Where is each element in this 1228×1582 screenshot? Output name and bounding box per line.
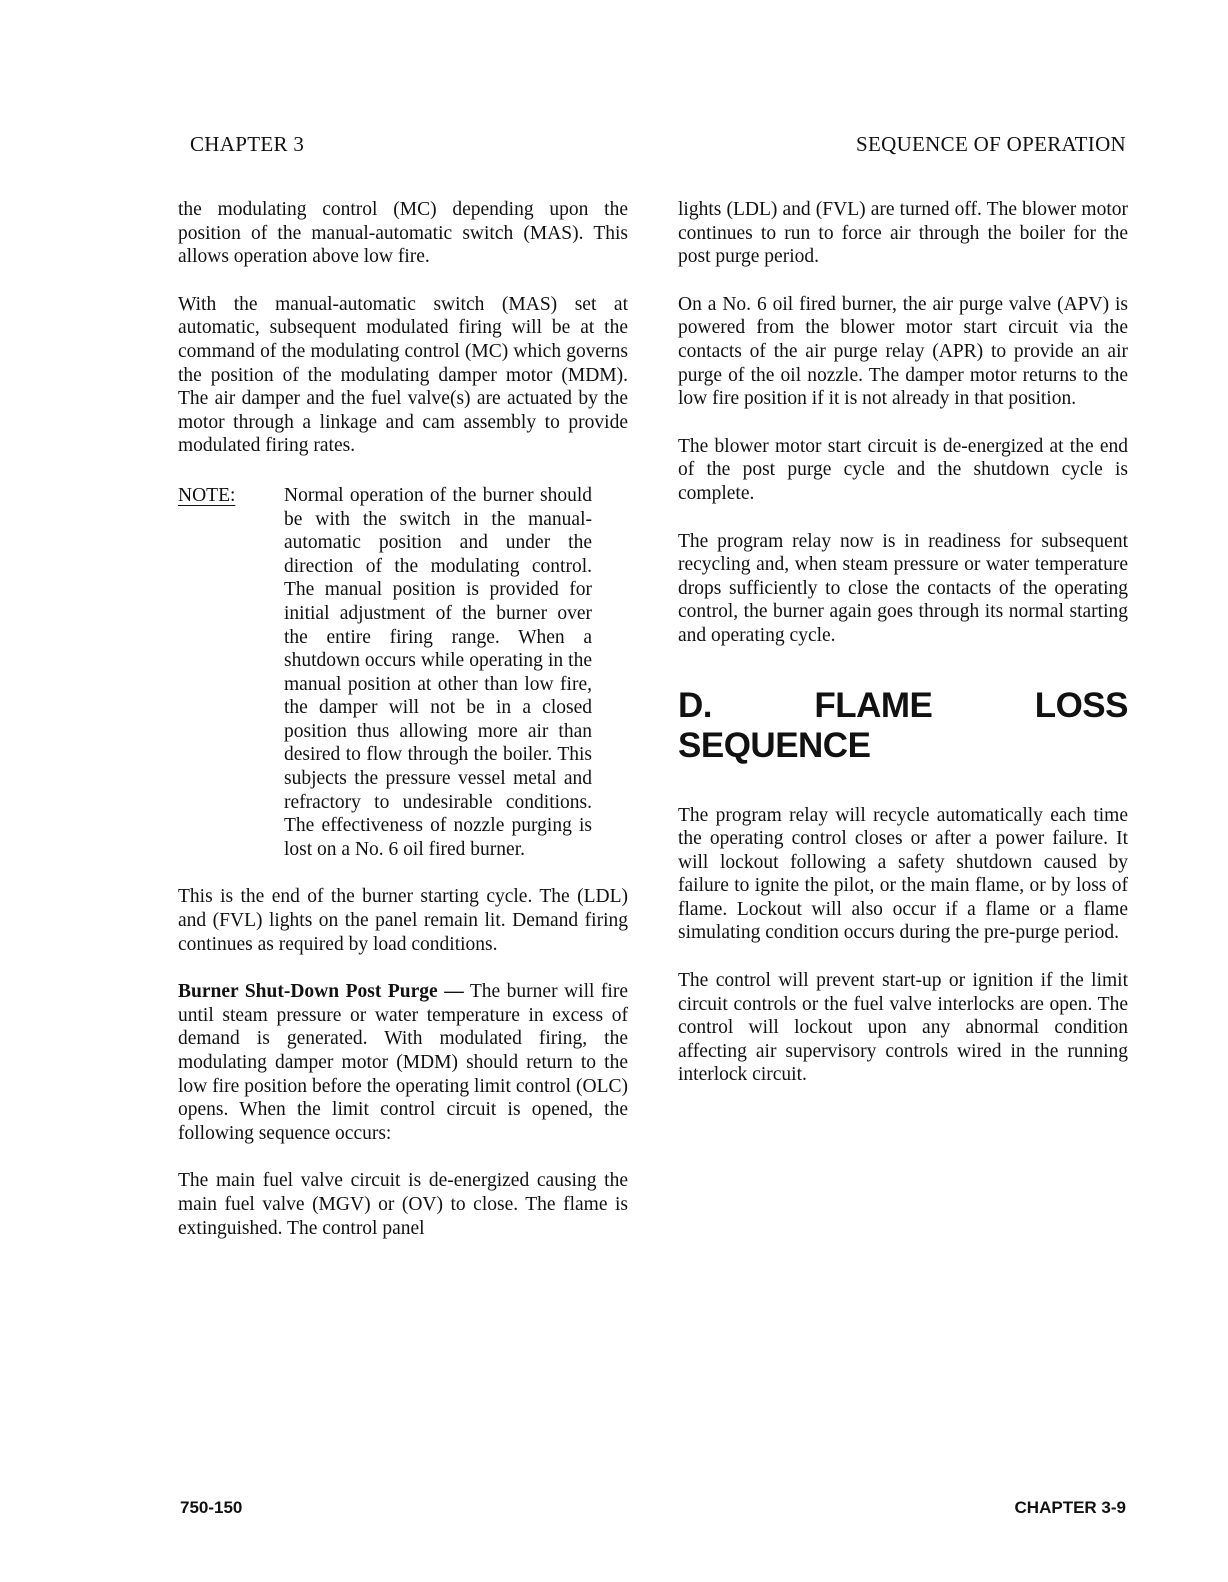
paragraph: The main fuel valve circuit is de-energized causing the main fuel valve (MGV) or (OV) to close. The flame is extinguished. The control panel xyxy=(178,1170,628,1239)
section-header: SEQUENCE OF OPERATION xyxy=(856,132,1126,156)
left-column xyxy=(178,198,628,1240)
paragraph: This is the end of the burner starting cycle. The (LDL) and (FVL) lights on the panel remain lit. Demand firing continues as required by load conditions. xyxy=(178,886,628,955)
paragraph: The program relay now is in readiness for subsequent recycling and, when steam pressure or water temperature drops sufficiently to close the contacts of the operating control, the burner again goes through its normal starting and operating cycle. xyxy=(678,530,1128,646)
paragraph: lights (LDL) and (FVL) are turned off. The blower motor continues to run to force air through the boiler for the post purge period. xyxy=(678,199,1128,268)
note-label: NOTE: xyxy=(178,484,236,506)
page-number: CHAPTER 3-9 xyxy=(1014,1498,1126,1517)
paragraph: With the manual-automatic switch (MAS) set at automatic, subsequent modulated firing will be at the command of the modulating control (MC) which governs the position of the modulating damper motor (MDM). The air damper and the fuel valve(s) are actuated by the motor through a linkage and cam assembly to provide modulated firing rates. xyxy=(178,293,628,457)
paragraph-text: The burner will fire until steam pressure or water temperature in excess of demand is generated. With modulated firing, the modulating damper motor (MDM) should return to the low fire position before the operating limit control (OLC) opens. When the limit control circuit is opened, the following sequence occurs: xyxy=(178,981,628,1144)
paragraph: The control will prevent start-up or ignition if the limit circuit controls or the fuel valve interlocks are open. The control will lockout upon any abnormal condition affecting air supervisory controls wired in the running interlock circuit. xyxy=(678,970,1128,1086)
paragraph: the modulating control (MC) depending upon the position of the manual-automatic switch (MAS). This allows operation above low fire. xyxy=(178,199,628,268)
chapter-header: CHAPTER 3 xyxy=(190,132,305,156)
note-text: Normal operation of the burner should be with the switch in the manual-automatic position and under the direction of the modulating control. The manual position is provided for initial adjustment of the burner over the entire firing range. When a shutdown occurs while operating in the manual position at other than low fire, the damper will not be in a closed position thus allowing more air than desired to flow through the boiler. This subjects the pressure vessel metal and refractory to undesirable conditions. The effectiveness of nozzle purging is lost on a No. 6 oil fired burner. xyxy=(284,484,592,860)
paragraph-post-purge xyxy=(178,980,628,1145)
section-heading: D. FLAME LOSS SEQUENCE xyxy=(678,685,1128,765)
doc-number: 750-150 xyxy=(180,1498,243,1517)
note-block xyxy=(178,484,628,862)
paragraph: The program relay will recycle automatically each time the operating control closes or after a power failure. It will lockout following a safety shutdown caused by failure to ignite the pilot, or the main flame, or by loss of flame. Lockout will also occur if a flame or a flame simulating condition occurs during the pre-purge period. xyxy=(678,804,1128,944)
paragraph: The blower motor start circuit is de-energized at the end of the post purge cycle and the shutdown cycle is complete. xyxy=(678,435,1128,504)
right-column xyxy=(678,198,1128,1087)
run-in-heading: Burner Shut-Down Post Purge — xyxy=(178,981,464,1003)
paragraph: On a No. 6 oil fired burner, the air purge valve (APV) is powered from the blower motor start circuit via the contacts of the air purge relay (APR) to provide an air purge of the oil nozzle. The damper motor returns to the low fire position if it is not already in that position. xyxy=(678,293,1128,410)
